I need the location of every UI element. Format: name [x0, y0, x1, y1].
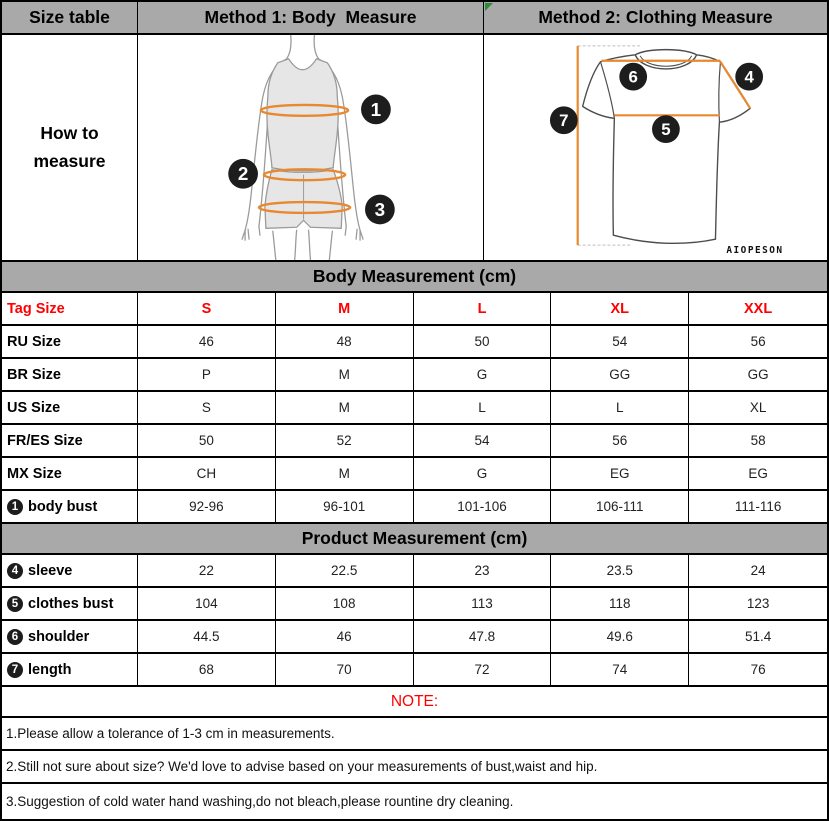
- table-row-us-size: [2, 392, 827, 425]
- cell-value: 23: [414, 555, 552, 586]
- cell-value: G: [414, 359, 552, 390]
- cell-value: EG: [551, 458, 689, 489]
- cell-value: 50: [138, 425, 276, 456]
- cell-value: 72: [414, 654, 552, 685]
- table-row-body-bust: [2, 491, 827, 524]
- tag-size-xl: XL: [551, 293, 689, 324]
- cell-value: 113: [414, 588, 552, 619]
- row-label-text: sleeve: [28, 562, 73, 579]
- header-size-table: Size table: [2, 2, 138, 33]
- excel-flag-triangle: [485, 3, 493, 11]
- cell-value: 46: [276, 621, 414, 652]
- row-label: US Size: [2, 392, 138, 423]
- body-figure-illustration: [138, 35, 483, 260]
- row-label: [2, 621, 138, 652]
- table-row-shoulder: [2, 621, 827, 654]
- clothing-marker-5: [652, 115, 680, 143]
- cell-value: 92-96: [138, 491, 276, 522]
- svg-text:4: 4: [744, 67, 754, 87]
- note-title: NOTE:: [2, 687, 827, 718]
- cell-value: 52: [276, 425, 414, 456]
- tag-size-m: M: [276, 293, 414, 324]
- note-item-3: 3.Suggestion of cold water hand washing,do not bleach,please rountine dry cleaning.: [6, 794, 514, 809]
- svg-text:7: 7: [559, 111, 569, 131]
- row-label: BR Size: [2, 359, 138, 390]
- body-marker-2: [228, 159, 258, 189]
- cell-value: 123: [689, 588, 827, 619]
- cell-value: 46: [138, 326, 276, 357]
- clothing-marker-7: [550, 106, 578, 134]
- table-row-fres-size: [2, 425, 827, 458]
- body-marker-3: [365, 195, 395, 225]
- cell-value: XL: [689, 392, 827, 423]
- cell-value: 23.5: [551, 555, 689, 586]
- cell-value: 48: [276, 326, 414, 357]
- table-row-length: [2, 654, 827, 687]
- row-label-text: clothes bust: [28, 595, 114, 612]
- cell-value: CH: [138, 458, 276, 489]
- svg-text:5: 5: [661, 120, 671, 140]
- cell-value: 54: [414, 425, 552, 456]
- cell-value: 111-116: [689, 491, 827, 522]
- svg-text:3: 3: [374, 198, 386, 220]
- marker-4-icon: 4: [7, 563, 23, 579]
- tshirt-illustration: [484, 35, 827, 260]
- cell-value: 58: [689, 425, 827, 456]
- cell-value: 106-111: [551, 491, 689, 522]
- note-item-2: 2.Still not sure about size? We'd love to advise based on your measurements of bust,waist and hip.: [2, 751, 827, 784]
- cell-value: 108: [276, 588, 414, 619]
- cell-value: 74: [551, 654, 689, 685]
- cell-value: M: [276, 392, 414, 423]
- cell-value: 22.5: [276, 555, 414, 586]
- row-label: [2, 491, 138, 522]
- body-marker-1: [361, 94, 391, 124]
- body-measurement-band: Body Measurement (cm): [2, 262, 827, 293]
- tshirt-outline: [583, 50, 751, 244]
- row-label: MX Size: [2, 458, 138, 489]
- row-label: [2, 588, 138, 619]
- cell-value: 101-106: [414, 491, 552, 522]
- svg-text:6: 6: [628, 67, 638, 87]
- marker-1-icon: 1: [7, 499, 23, 515]
- marker-5-icon: 5: [7, 596, 23, 612]
- cell-value: 118: [551, 588, 689, 619]
- table-row-sleeve: [2, 555, 827, 588]
- product-measurement-band: Product Measurement (cm): [2, 524, 827, 555]
- table-row-ru-size: [2, 326, 827, 359]
- clothing-measure-illustration: [484, 35, 827, 260]
- note-item-1: 1.Please allow a tolerance of 1-3 cm in measurements.: [2, 718, 827, 751]
- svg-text:1: 1: [370, 98, 382, 120]
- cell-value: 104: [138, 588, 276, 619]
- table-row-br-size: [2, 359, 827, 392]
- cell-value: 44.5: [138, 621, 276, 652]
- tag-size-xxl: XXL: [689, 293, 827, 324]
- cell-value: L: [551, 392, 689, 423]
- row-label-text: length: [28, 661, 72, 678]
- clothing-marker-4: [735, 63, 763, 91]
- cell-value: 68: [138, 654, 276, 685]
- cell-value: 49.6: [551, 621, 689, 652]
- row-label: [2, 555, 138, 586]
- tag-size-l: L: [414, 293, 552, 324]
- row-label: RU Size: [2, 326, 138, 357]
- how-to-measure-cell: How to measure: [2, 35, 138, 260]
- tag-size-label: Tag Size: [2, 293, 138, 324]
- svg-text:2: 2: [237, 163, 249, 185]
- cell-value: GG: [689, 359, 827, 390]
- illustration-row: [2, 35, 827, 262]
- cell-value: 54: [551, 326, 689, 357]
- cell-value: 70: [276, 654, 414, 685]
- cell-value: 50: [414, 326, 552, 357]
- row-label-text: shoulder: [28, 628, 90, 645]
- cell-value: 76: [689, 654, 827, 685]
- header-method2: [484, 2, 827, 33]
- cell-value: 96-101: [276, 491, 414, 522]
- top-header-row: [2, 2, 827, 35]
- cell-value: 22: [138, 555, 276, 586]
- cell-value: 47.8: [414, 621, 552, 652]
- tag-size-s: S: [138, 293, 276, 324]
- brand-watermark: AIOPESON: [726, 245, 784, 257]
- cell-value: M: [276, 458, 414, 489]
- row-label: [2, 654, 138, 685]
- header-method2-label: Method 2: Clothing Measure: [538, 7, 773, 27]
- marker-7-icon: 7: [7, 662, 23, 678]
- table-row-clothes-bust: [2, 588, 827, 621]
- cell-value: L: [414, 392, 552, 423]
- header-method1: Method 1: Body Measure: [138, 2, 484, 33]
- marker-6-icon: 6: [7, 629, 23, 645]
- cell-value: GG: [551, 359, 689, 390]
- cell-value: M: [276, 359, 414, 390]
- row-label: FR/ES Size: [2, 425, 138, 456]
- clothing-marker-6: [619, 63, 647, 91]
- cell-value: S: [138, 392, 276, 423]
- body-measure-illustration: [138, 35, 484, 260]
- table-row-mx-size: [2, 458, 827, 491]
- tag-size-row: [2, 293, 827, 326]
- row-label-text: body bust: [28, 498, 98, 515]
- cell-value: 56: [551, 425, 689, 456]
- cell-value: 24: [689, 555, 827, 586]
- cell-value: EG: [689, 458, 827, 489]
- cell-value: G: [414, 458, 552, 489]
- cell-value: 51.4: [689, 621, 827, 652]
- cell-value: P: [138, 359, 276, 390]
- cell-value: 56: [689, 326, 827, 357]
